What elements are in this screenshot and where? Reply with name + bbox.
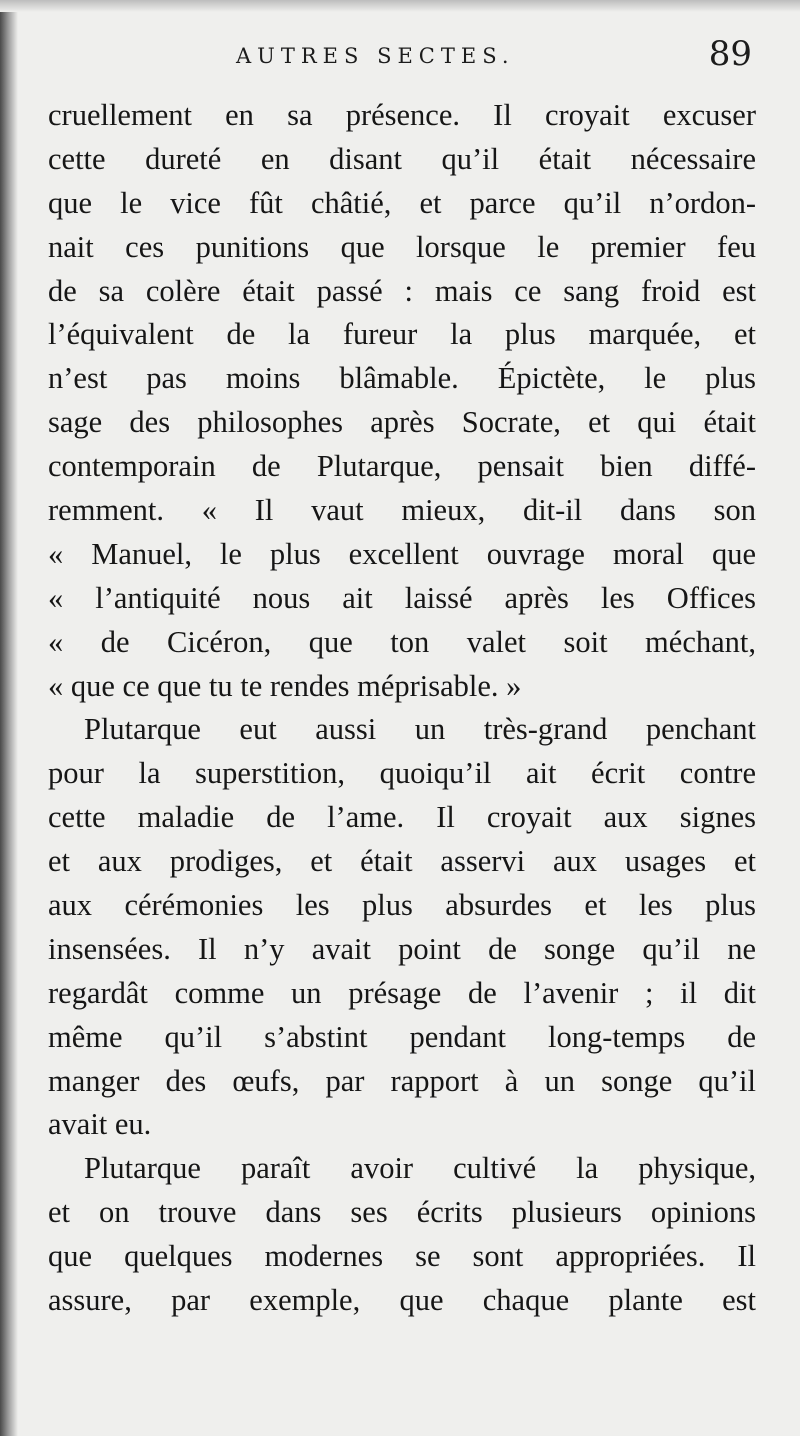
- text-line: cette dureté en disant qu’il était nécessaire: [48, 141, 756, 176]
- text-line: Plutarque paraît avoir cultivé la physique,: [84, 1151, 756, 1186]
- gutter-shadow: [0, 0, 18, 1436]
- text-line: pour la superstition, quoiqu’il ait écrit contre: [48, 756, 756, 791]
- text-line: remment. « Il vaut mieux, dit-il dans son: [48, 493, 756, 528]
- body-text: [48, 94, 756, 1323]
- text-line: avait eu.: [48, 1107, 152, 1142]
- text-line: que le vice fût châtié, et parce qu’il n’ordon-: [48, 185, 756, 220]
- text-line: n’est pas moins blâmable. Épictète, le plus: [48, 361, 756, 396]
- text-line: l’équivalent de la fureur la plus marquée, et: [48, 317, 756, 352]
- text-line: « Manuel, le plus excellent ouvrage moral que: [48, 536, 756, 571]
- text-line: même qu’il s’abstint pendant long-temps de: [48, 1019, 756, 1054]
- text-line: sage des philosophes après Socrate, et qui était: [48, 405, 756, 440]
- text-line: et aux prodiges, et était asservi aux usages et: [48, 844, 756, 879]
- page-number: 89: [708, 34, 752, 74]
- text-line: aux cérémonies les plus absurdes et les plus: [48, 888, 756, 923]
- text-line: « que ce que tu te rendes méprisable. »: [48, 668, 522, 703]
- text-line: que quelques modernes se sont appropriées. Il: [48, 1239, 756, 1274]
- text-line: regardât comme un présage de l’avenir ; il dit: [48, 975, 756, 1010]
- text-line: insensées. Il n’y avait point de songe qu’il ne: [48, 931, 756, 966]
- text-line: contemporain de Plutarque, pensait bien diffé-: [48, 449, 756, 484]
- text-line: cette maladie de l’ame. Il croyait aux signes: [48, 800, 756, 835]
- text-line: manger des œufs, par rapport à un songe qu’il: [48, 1063, 756, 1098]
- top-edge-shadow: [0, 0, 800, 12]
- text-line: et on trouve dans ses écrits plusieurs opinions: [48, 1195, 756, 1230]
- text-line: assure, par exemple, que chaque plante est: [48, 1283, 756, 1318]
- text-line: « l’antiquité nous ait laissé après les Offices: [48, 580, 756, 615]
- text-line: nait ces punitions que lorsque le premier feu: [48, 229, 756, 264]
- text-line: Plutarque eut aussi un très-grand penchant: [84, 712, 756, 747]
- text-line: de sa colère était passé : mais ce sang froid est: [48, 273, 756, 308]
- running-head: AUTRES SECTES.: [236, 44, 515, 68]
- text-line: cruellement en sa présence. Il croyait excuser: [48, 98, 756, 132]
- text-line: « de Cicéron, que ton valet soit méchant,: [48, 624, 756, 659]
